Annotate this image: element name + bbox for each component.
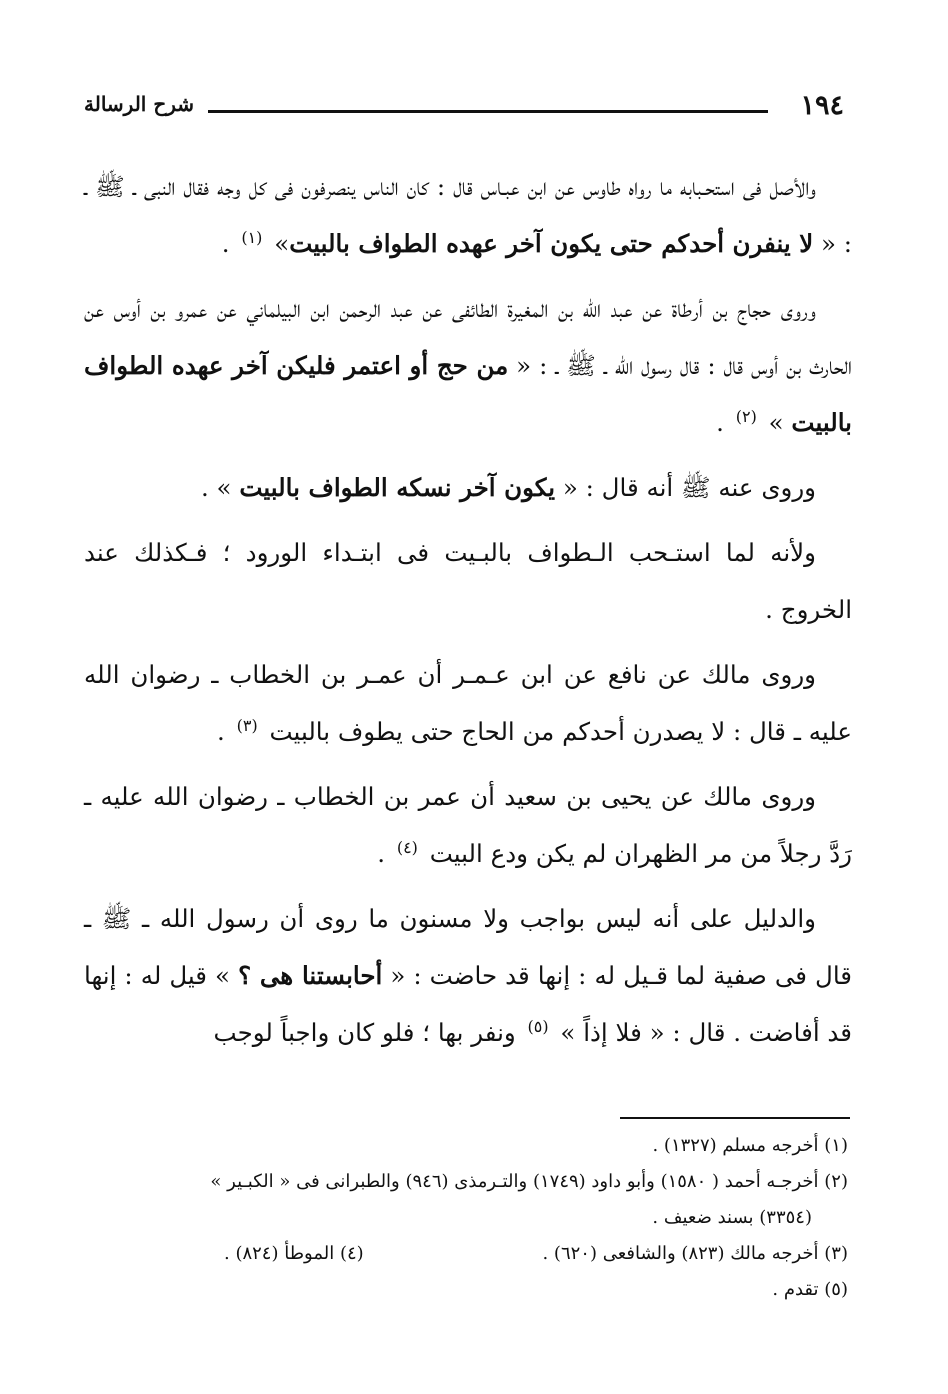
- hadith-quote: لا ينفرن أحدكم حتى يكون آخر عهده الطواف بالبيت: [289, 229, 814, 258]
- text-run: »: [266, 229, 290, 258]
- footnote-separator: [620, 1117, 850, 1119]
- paragraph: [84, 280, 852, 451]
- text-run: » .: [200, 473, 240, 502]
- footnotes: [84, 1128, 848, 1308]
- hadith-quote: أحابستنا هى ؟: [238, 961, 383, 990]
- footnote-ref: (٥): [527, 1016, 549, 1036]
- paragraph: [84, 524, 852, 638]
- footnote-ref: (١): [241, 227, 263, 247]
- footnote-ref: (٢): [735, 406, 757, 426]
- header-rule: [208, 110, 768, 113]
- footnote-ref: (٤): [396, 837, 418, 857]
- hadith-quote: يكون آخر نسكه الطواف بالبيت: [239, 473, 556, 502]
- footnote-2: (٢) أخرجـه أحمد ( ١٥٨٠) وأبو داود (١٧٤٩) والتـرمذى (٩٤٦) والطبرانى فى « الكبـير »: [210, 1171, 848, 1192]
- text-run: وروى مالك عن نافع عن ابن عـمـر أن عمـر بن الخطاب ـ رضوان الله عليه ـ قال : لا يصدرن أحدكم من الحاج حتى يطوف بالبيت: [84, 660, 852, 746]
- text-run: والأصل فى استحـبابه ما رواه طاوس عن ابن عبـاس قال : كان الناس ينصرفون فى كل وجه فقال النبى ـ ﷺ ـ : «: [84, 172, 852, 258]
- paragraph: [84, 768, 852, 882]
- text-run: »: [760, 408, 792, 437]
- footnote-2-continued: (٣٣٥٤) بسند ضعيف .: [652, 1207, 812, 1228]
- footnote-1: (١) أخرجه مسلم (١٣٢٧) .: [652, 1135, 848, 1156]
- footnote-row: [84, 1236, 848, 1272]
- text-run: وروى مالك عن يحيى بن سعيد أن عمر بن الخطاب ـ رضوان الله عليه ـ رَدَّ رجلاً من مر الظهران لم يكن ودع البيت: [84, 782, 852, 868]
- footnote-3: (٣) أخرجه مالك (٨٢٣) والشافعى (٦٢٠) .: [542, 1243, 848, 1264]
- paragraph: [84, 459, 852, 516]
- footnote-4: (٤) الموطأ (٨٢٤) .: [224, 1243, 364, 1264]
- paragraph: [84, 646, 852, 760]
- page-number: ١٩٤: [800, 90, 844, 121]
- footnote-5: (٥) تقدم .: [772, 1279, 848, 1300]
- page-header: [84, 88, 850, 132]
- paragraph: [84, 890, 852, 1061]
- hadith-quote: من حج أو اعتمر فليكن آخر عهده الطواف بالبيت: [84, 351, 852, 437]
- text-run: ونفر بها ؛ فلو كان واجباً لوجب: [213, 1018, 524, 1047]
- text-run: وروى عنه ﷺ أنه قال : «: [555, 473, 816, 502]
- text-run: .: [217, 717, 233, 746]
- footnote-ref: (٣): [236, 715, 258, 735]
- text-run: ولأنه لما استـحب الـطواف بالبـيت فى ابتـداء الورود ؛ فـكذلك عند الخروج .: [84, 538, 852, 624]
- text-run: » قيل له : إنها قد أفاضت . قال : « فلا إذاً »: [84, 961, 852, 1047]
- text-run: والدليل على أنه ليس بواجب ولا مسنون ما روى أن رسول الله ـ ﷺ ـ قال فى صفية لما قـيل له : إنها قد حاضت : «: [84, 904, 853, 990]
- text-run: .: [221, 229, 238, 258]
- text-run: .: [716, 408, 732, 437]
- text-run: .: [377, 839, 393, 868]
- running-title: شرح الرسالة: [84, 92, 195, 116]
- paragraph: [84, 158, 852, 272]
- text-run: وروى حجاج بن أرطاة عن عبد الله بن المغيرة الطائفى عن عبد الرحمن ابن البيلماني عن عمرو بن أوس عن الحارث بن أوس قال : قال رسول الله ـ ﷺ ـ : «: [84, 294, 852, 380]
- main-text: [84, 158, 852, 1069]
